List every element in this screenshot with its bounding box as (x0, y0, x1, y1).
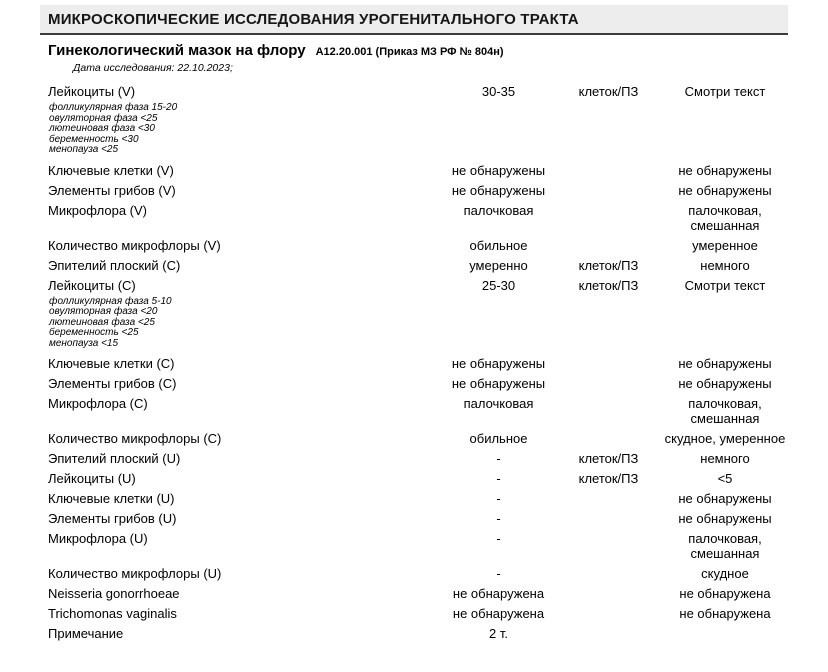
reference-line-1: не обнаружены (678, 162, 772, 178)
table-row (40, 258, 810, 278)
reference-line-1: палочковая, (688, 396, 762, 411)
table-row (40, 163, 810, 183)
note-line: овуляторная фаза <20 (49, 306, 158, 317)
param-name: Элементы грибов (С) (48, 376, 177, 391)
param-value: - (496, 471, 501, 486)
note-line: беременность <30 (49, 133, 139, 145)
param-unit (577, 163, 640, 178)
param-name: Ключевые клетки (V) (48, 162, 174, 178)
param-name: Микрофлора (U) (48, 531, 148, 546)
table-row (40, 491, 810, 511)
param-value: не обнаружены (451, 162, 546, 178)
reference-line-1: не обнаружена (679, 606, 771, 621)
param-unit (577, 586, 640, 601)
table-row (40, 566, 810, 586)
param-unit (577, 203, 640, 233)
table-row (40, 183, 810, 203)
study-date: Дата исследования: 22.10.2023; (73, 62, 233, 74)
param-reference (640, 606, 810, 621)
param-unit (577, 356, 640, 371)
param-unit (577, 491, 640, 506)
param-value: обильное (469, 237, 528, 253)
param-reference (640, 356, 810, 371)
param-value: палочковая (463, 396, 534, 411)
table-row (40, 626, 810, 646)
param-value: 30-35 (481, 84, 516, 99)
param-value: не обнаружены (451, 376, 546, 391)
table-row (40, 84, 810, 104)
note-line: лютеиновая фаза <30 (49, 123, 155, 134)
reference-line-1: палочковая, (688, 531, 762, 546)
param-reference (640, 431, 810, 446)
table-row (40, 376, 810, 396)
param-unit (577, 396, 640, 426)
param-unit: клеток/ПЗ (578, 84, 639, 99)
table-row (40, 531, 810, 566)
param-reference (640, 203, 810, 233)
table-row (40, 238, 810, 258)
report-header (40, 5, 788, 35)
param-reference (640, 183, 810, 198)
param-value: - (496, 491, 501, 506)
reference-line-2: смешанная (690, 217, 760, 233)
param-value: - (496, 566, 501, 581)
param-value: 25-30 (481, 277, 516, 293)
param-name: Микрофлора (С) (48, 396, 148, 411)
param-value: 2 т. (489, 626, 508, 641)
param-name: Количество микрофлоры (U) (48, 566, 222, 581)
param-unit: клеток/ПЗ (578, 451, 639, 466)
reference-notes (40, 103, 810, 163)
report-title: МИКРОСКОПИЧЕСКИЕ ИССЛЕДОВАНИЯ УРОГЕНИТАЛЬНОГО ТРАКТА (48, 11, 579, 28)
reference-line-1: <5 (717, 471, 733, 486)
param-name: Количество микрофлоры (V) (48, 237, 221, 253)
reference-line-1: не обнаружена (679, 586, 771, 601)
param-value: - (496, 451, 501, 466)
table-row (40, 396, 810, 431)
param-name: Эпителий плоский (U) (48, 451, 181, 466)
param-unit (577, 566, 640, 581)
param-name: Лейкоциты (V) (48, 84, 136, 99)
param-reference (640, 238, 810, 253)
param-value: палочковая (463, 202, 534, 218)
reference-line-1: Смотри текст (684, 277, 766, 293)
reference-notes (40, 297, 810, 357)
param-unit: клеток/ПЗ (578, 257, 639, 273)
param-reference (640, 278, 810, 293)
table-row (40, 586, 810, 606)
note-line: лютеиновая фаза <25 (49, 316, 155, 328)
param-unit (577, 431, 640, 446)
param-name: Neisseria gonorrhoeae (48, 586, 180, 601)
param-reference (640, 491, 810, 506)
section-header (40, 42, 810, 59)
table-row (40, 471, 810, 491)
reference-line-1: немного (700, 451, 750, 466)
table-row (40, 278, 810, 298)
table-row (40, 356, 810, 376)
test-name: Гинекологический мазок на флору (48, 42, 306, 59)
note-line: фолликулярная фаза 15-20 (49, 102, 178, 113)
param-unit: клеток/ПЗ (578, 471, 639, 486)
param-unit (577, 606, 640, 621)
test-code: А12.20.001 (Приказ МЗ РФ № 804н) (315, 46, 504, 58)
param-name: Лейкоциты (U) (48, 471, 136, 486)
param-name: Эпителий плоский (С) (48, 257, 181, 273)
param-reference (640, 258, 810, 273)
reference-line-1: немного (700, 257, 750, 273)
param-reference (640, 531, 810, 561)
reference-line-2: смешанная (690, 411, 760, 426)
param-value: не обнаружена (452, 606, 545, 621)
param-reference (640, 396, 810, 426)
param-value: не обнаружена (452, 586, 545, 601)
note-line: фолликулярная фаза 5-10 (49, 295, 172, 307)
param-name: Trichomonas vaginalis (48, 606, 177, 621)
param-name: Примечание (48, 626, 124, 641)
param-reference (640, 376, 810, 391)
reference-line-1: умеренное (692, 237, 758, 253)
param-unit (577, 183, 640, 198)
note-line: беременность <25 (49, 327, 139, 338)
reference-line-1: скудное, умеренное (664, 431, 786, 446)
reference-line-1: палочковая, (688, 202, 762, 218)
reference-line-1: не обнаружены (678, 511, 772, 526)
results-table (40, 84, 810, 646)
note-line: овуляторная фаза <25 (49, 112, 158, 124)
table-row (40, 431, 810, 451)
table-row (40, 203, 810, 238)
param-value: не обнаружены (451, 182, 546, 198)
param-reference (640, 566, 810, 581)
param-reference (640, 451, 810, 466)
param-reference (640, 471, 810, 486)
param-name: Элементы грибов (V) (48, 182, 176, 198)
param-name: Микрофлора (V) (48, 202, 148, 218)
param-unit (577, 531, 640, 561)
param-value: - (496, 531, 501, 546)
param-reference (640, 586, 810, 601)
table-row (40, 451, 810, 471)
param-name: Ключевые клетки (С) (48, 356, 175, 371)
param-reference (640, 511, 810, 526)
reference-line-1: не обнаружены (678, 491, 772, 506)
param-unit (577, 511, 640, 526)
note-line: менопауза <15 (49, 337, 119, 349)
reference-line-2: смешанная (690, 546, 760, 561)
param-unit: клеток/ПЗ (578, 277, 639, 293)
param-name: Лейкоциты (С) (48, 277, 136, 293)
param-reference (640, 84, 810, 99)
reference-line-1: Смотри текст (684, 84, 766, 99)
param-reference (640, 163, 810, 178)
reference-line-1: не обнаружены (678, 182, 772, 198)
param-value: обильное (469, 431, 528, 446)
param-unit (577, 238, 640, 253)
note-line: менопауза <25 (49, 144, 119, 155)
param-name: Количество микрофлоры (С) (48, 431, 222, 446)
param-unit (577, 626, 640, 641)
table-row (40, 606, 810, 626)
param-value: не обнаружены (451, 356, 546, 371)
param-value: - (496, 511, 501, 526)
param-name: Ключевые клетки (U) (48, 491, 175, 506)
param-name: Элементы грибов (U) (48, 511, 177, 526)
reference-line-1: не обнаружены (678, 376, 772, 391)
reference-line-1: скудное (701, 566, 749, 581)
table-row (40, 511, 810, 531)
param-unit (577, 376, 640, 391)
reference-line-1: не обнаружены (678, 356, 772, 371)
param-value: умеренно (469, 257, 528, 273)
param-reference (640, 626, 810, 641)
